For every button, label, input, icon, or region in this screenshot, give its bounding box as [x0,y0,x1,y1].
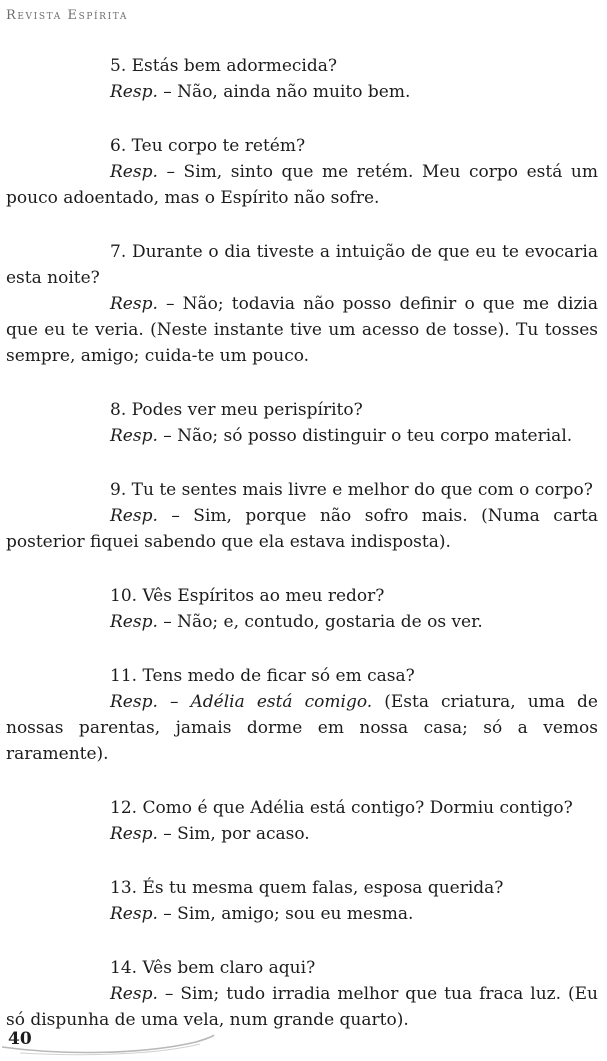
resp-text: – Não; e, contudo, gostaria de os ver. [157,612,483,632]
qa-item-8 [6,397,598,449]
resp-label: Resp. [110,82,158,102]
resp-text: – Não, ainda não muito bem. [157,82,411,102]
resp-text: – Não; só posso distinguir o teu corpo material. [157,426,573,446]
resp-label: Resp. [110,984,158,1004]
resp-text: – Sim, sinto que me retém. Meu corpo está um pouco adoentado, mas o Espírito não sofre. [6,162,598,208]
resp-text: – Não; todavia não posso definir o que me dizia que eu te veria. (Neste instante tive um acesso de tosse). Tu tosses sempre, amigo; cuida-te um pouco. [6,294,598,366]
qa-item-7 [6,239,598,369]
document-body [6,53,598,1061]
answer [6,609,598,635]
resp-label: Resp. [110,294,158,314]
qa-item-5 [6,53,598,105]
resp-label: Resp. [110,162,158,182]
question: 14. Vês bem claro aqui? [110,958,316,978]
question: 5. Estás bem adormecida? [110,56,337,76]
swoosh-ornament [0,1022,240,1056]
resp-text: – Sim, amigo; sou eu mesma. [157,904,414,924]
answer [6,159,598,211]
resp-label: Resp. [110,426,158,446]
resp-label: Resp. [110,904,158,924]
resp-emphasis: Adélia está comigo. [190,692,373,712]
resp-text: – Sim, porque não sofro mais. (Numa carta posterior fiquei sabendo que ela estava indisposta). [6,506,598,552]
answer [6,503,598,555]
resp-pre: – [157,692,191,712]
question: 6. Teu corpo te retém? [110,136,306,156]
running-header: Revista Espírita [6,8,128,23]
resp-label: Resp. [110,506,158,526]
qa-item-12 [6,795,598,847]
question: 8. Podes ver meu perispírito? [110,400,363,420]
qa-item-6 [6,133,598,211]
resp-label: Resp. [110,692,158,712]
qa-item-10 [6,583,598,635]
page-footer [0,1022,607,1056]
answer [6,423,598,449]
answer [6,291,598,369]
qa-item-11 [6,663,598,767]
answer [6,821,598,847]
resp-label: Resp. [110,824,158,844]
resp-text: – Sim, por acaso. [157,824,310,844]
page-number: 40 [8,1029,32,1049]
question: 13. És tu mesma quem falas, esposa querida? [110,878,504,898]
question: 7. Durante o dia tiveste a intuição de que eu te evocaria esta noite? [6,242,598,288]
question: 11. Tens medo de ficar só em casa? [110,666,415,686]
question: 12. Como é que Adélia está contigo? Dormiu contigo? [110,798,573,818]
answer [6,901,598,927]
qa-item-13 [6,875,598,927]
qa-item-9 [6,477,598,555]
resp-text: (Esta criatura, uma de nossas parentas, jamais dorme em nossa casa; só a vemos raramente). [6,692,598,764]
resp-label: Resp. [110,612,158,632]
question: 9. Tu te sentes mais livre e melhor do que com o corpo? [110,480,593,500]
question: 10. Vês Espíritos ao meu redor? [110,586,385,606]
answer [6,689,598,767]
resp-text: – Sim; tudo irradia melhor que tua fraca luz. (Eu só dispunha de uma vela, num grande quarto). [6,984,598,1030]
answer [6,79,598,105]
